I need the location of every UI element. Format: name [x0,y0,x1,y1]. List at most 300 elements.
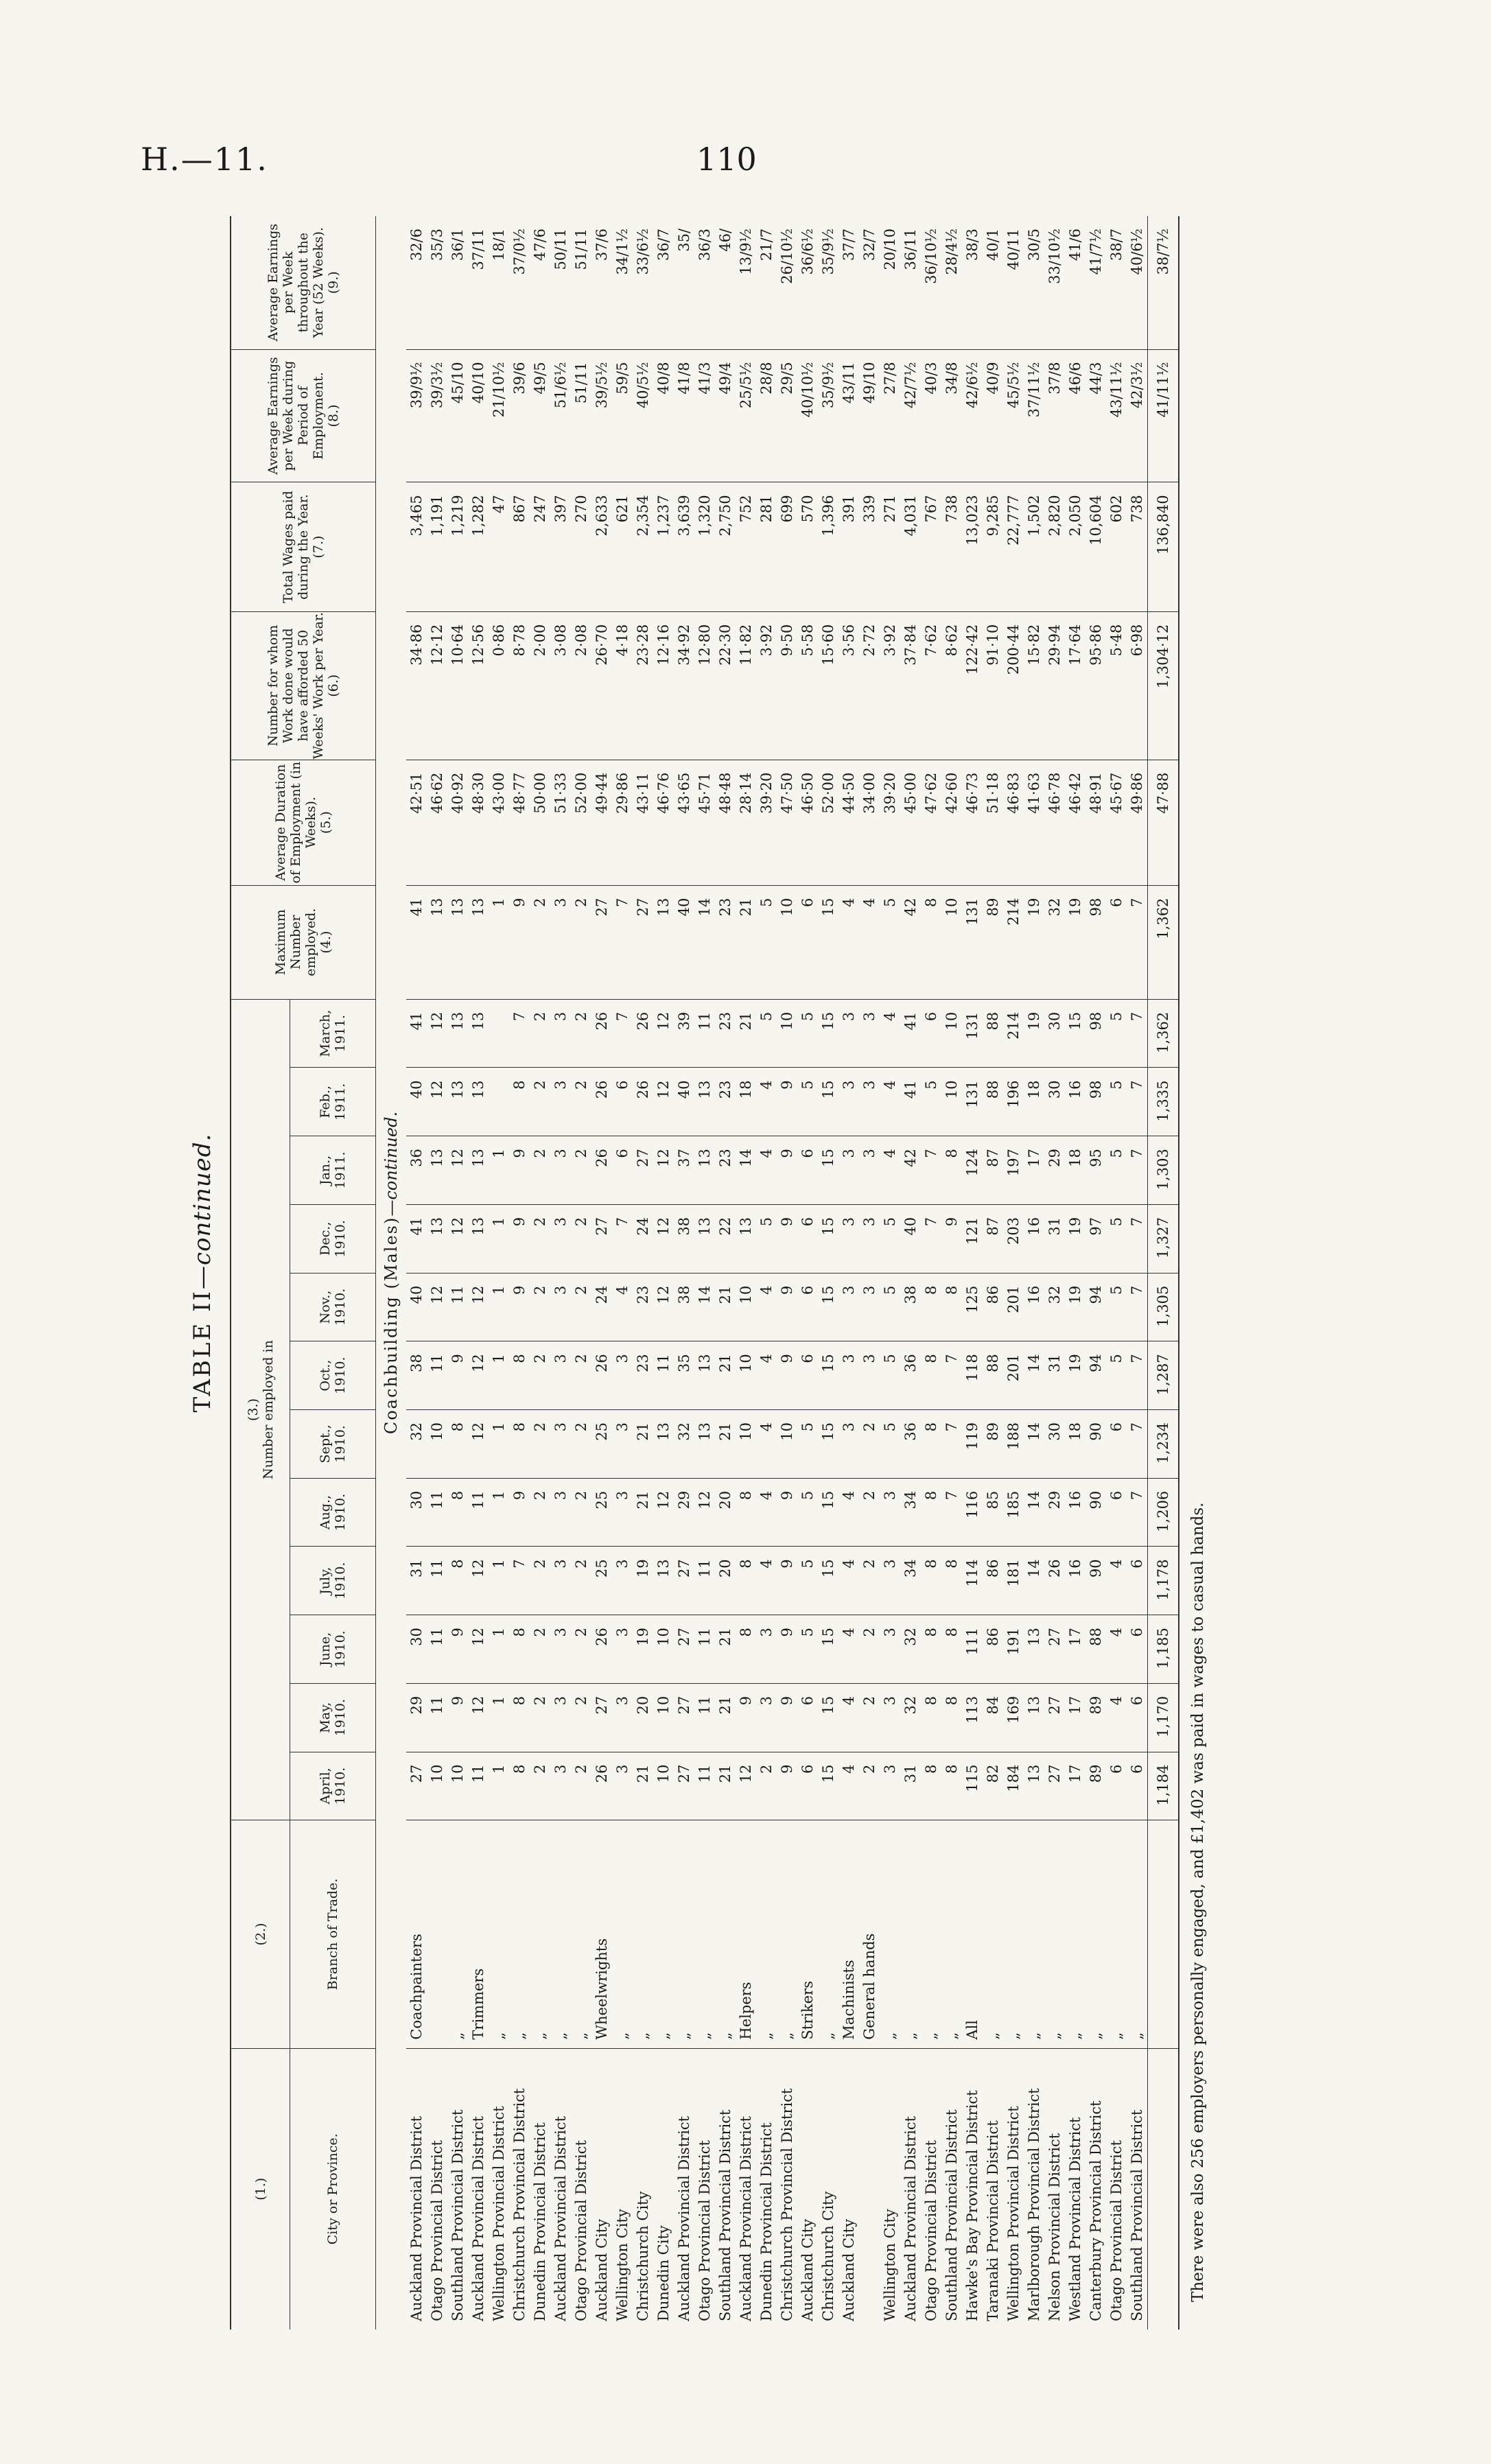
city-cell: Auckland Provincial District [470,2115,486,2321]
month-count-cell: 11 [694,1683,715,1752]
month-count-cell: 11 [427,1547,447,1615]
month-count-cell: 6 [612,1136,633,1205]
month-count-cell: 7 [921,1136,941,1205]
duration-cell: 29·86 [612,760,633,885]
month-count-cell: 26 [633,999,653,1068]
city-cell: Wellington Provincial District [1005,2106,1022,2321]
month-count-cell: 32 [900,1615,921,1684]
month-count-cell: 16 [1065,1068,1085,1136]
city-cell: Auckland Provincial District [902,2115,919,2321]
month-count-cell: 4 [756,1410,777,1479]
fifty-weeks-cell: 12·16 [653,611,674,760]
month-count-cell: 13 [1024,1683,1044,1752]
month-count-cell: 86 [983,1273,1003,1341]
month-count-cell: 4 [880,1068,900,1136]
month-count-cell: 7 [1127,999,1148,1068]
max-cell: 41 [406,885,427,999]
fifty-weeks-cell: 29·94 [1044,611,1065,760]
trade-cell: „ [530,1820,550,2048]
month-count-cell: 10 [736,1410,756,1479]
month-count-cell: 5 [797,1410,818,1479]
statistics-table [230,216,1179,2330]
fifty-weeks-cell: 17·64 [1065,611,1085,760]
month-count-cell: 26 [591,1752,612,1820]
table-row [983,216,1003,2330]
month-count-cell: 13 [468,1068,489,1136]
table-row [797,216,818,2330]
trade-cell: „ [571,1820,591,2048]
wages-cell: 22,777 [1003,482,1024,611]
avg-employment-cell: 37/11½ [1024,349,1044,482]
avg-employment-cell: 45/5½ [1003,349,1024,482]
month-count-cell: 11 [447,1273,468,1341]
avg-employment-cell: 39/5½ [591,349,612,482]
month-header: Aug., 1910. [290,1478,376,1547]
avg-employment-cell: 40/3 [921,349,941,482]
month-count-cell: 7 [921,1204,941,1273]
wages-cell: 738 [1127,482,1148,611]
total-month-cell: 1,184 [1148,1752,1179,1820]
month-count-cell: 12 [468,1547,489,1615]
avg-employment-cell: 42/7½ [900,349,921,482]
month-count-cell: 7 [1127,1273,1148,1341]
month-count-cell: 3 [550,1683,571,1752]
month-count-cell: 7 [1127,1204,1148,1273]
trade-cell [427,1820,447,2048]
duration-cell: 40·92 [447,760,468,885]
month-count-cell: 31 [900,1752,921,1820]
fifty-weeks-cell: 22·30 [715,611,736,760]
duration-cell: 44·50 [838,760,859,885]
month-count-cell: 9 [736,1683,756,1752]
month-count-cell: 32 [1044,1273,1065,1341]
month-count-cell: 6 [1127,1615,1148,1684]
duration-cell: 39·20 [756,760,777,885]
month-count-cell: 5 [1106,1341,1127,1410]
month-count-cell: 1 [489,1547,509,1615]
month-count-cell: 3 [838,1204,859,1273]
fifty-weeks-cell: 91·10 [983,611,1003,760]
month-count-cell: 87 [983,1136,1003,1205]
max-cell: 6 [1106,885,1127,999]
month-count-cell [489,1068,509,1136]
fifty-weeks-cell: 5·48 [1106,611,1127,760]
colnum-8: (8.) [326,404,341,427]
month-count-cell: 19 [1065,1204,1085,1273]
month-count-cell: 12 [653,1136,674,1205]
month-count-cell: 8 [509,1410,530,1479]
month-count-cell: 11 [427,1478,447,1547]
fifty-weeks-cell: 15·60 [818,611,838,760]
month-count-cell: 9 [777,1136,797,1205]
month-count-cell: 27 [674,1752,694,1820]
month-count-cell: 15 [818,1615,838,1684]
avg-year-cell: 46/ [715,216,736,349]
wages-cell: 47 [489,482,509,611]
month-count-cell: 26 [591,1341,612,1410]
trade-cell: Helpers [736,1820,756,2048]
month-count-cell: 3 [756,1615,777,1684]
avg-employment-cell: 34/8 [941,349,962,482]
month-count-cell: 3 [550,999,571,1068]
avg-employment-cell: 25/5½ [736,349,756,482]
max-cell: 42 [900,885,921,999]
month-header: Dec., 1910. [290,1204,376,1273]
month-count-cell: 2 [571,1204,591,1273]
month-count-cell: 3 [880,1547,900,1615]
city-cell: Southland Provincial District [717,2109,733,2321]
max-cell: 13 [468,885,489,999]
month-count-cell: 124 [962,1136,983,1205]
avg-year-cell: 41/7½ [1085,216,1106,349]
max-cell: 5 [880,885,900,999]
month-count-cell: 9 [447,1341,468,1410]
month-count-cell: 23 [715,999,736,1068]
month-count-cell: 15 [818,1410,838,1479]
month-count-cell: 169 [1003,1683,1024,1752]
month-count-cell: 9 [777,1752,797,1820]
month-count-cell: 8 [447,1410,468,1479]
max-cell: 15 [818,885,838,999]
month-count-cell: 8 [921,1478,941,1547]
month-count-cell: 21 [715,1341,736,1410]
month-count-cell: 2 [756,1752,777,1820]
wages-cell: 2,633 [591,482,612,611]
month-count-cell: 12 [468,1615,489,1684]
month-count-cell: 3 [859,1068,880,1136]
trade-cell: „ [1085,1820,1106,2048]
month-count-cell: 27 [674,1683,694,1752]
duration-cell: 52·00 [818,760,838,885]
month-count-cell: 27 [633,1136,653,1205]
month-count-cell: 4 [1106,1547,1127,1615]
month-count-cell: 32 [674,1410,694,1479]
fifty-weeks-header: Number for whom Work done would have afforded 50 Weeks' Work per Year. (6.) [231,611,376,760]
city-cell: Otago Provincial District [573,2140,589,2321]
month-count-cell: 7 [612,999,633,1068]
month-count-cell: 3 [838,1273,859,1341]
table-row [941,216,962,2330]
month-count-cell: 3 [550,1068,571,1136]
avg-employment-cell: 49/5 [530,349,550,482]
duration-cell: 49·44 [591,760,612,885]
month-count-cell: 116 [962,1478,983,1547]
max-cell: 214 [1003,885,1024,999]
month-count-cell: 12 [427,1273,447,1341]
month-count-cell: 13 [653,1547,674,1615]
month-count-cell: 11 [468,1478,489,1547]
table-header [231,216,376,2330]
month-count-cell: 13 [694,1136,715,1205]
avg-employment-cell: 45/10 [447,349,468,482]
month-count-cell: 26 [1044,1547,1065,1615]
avg-employment-cell: 43/11 [838,349,859,482]
wages-cell: 2,750 [715,482,736,611]
month-count-cell: 5 [756,999,777,1068]
table-row [468,216,489,2330]
month-count-cell: 5 [1106,1204,1127,1273]
month-count-cell: 10 [941,999,962,1068]
wages-cell: 2,820 [1044,482,1065,611]
month-count-cell: 10 [777,999,797,1068]
month-count-cell: 1 [489,1615,509,1684]
duration-cell: 48·48 [715,760,736,885]
month-header: Oct., 1910. [290,1341,376,1410]
month-count-cell: 13 [447,1068,468,1136]
avg-year-cell: 33/10½ [1044,216,1065,349]
fifty-weeks-cell: 200·44 [1003,611,1024,760]
fifty-weeks-cell: 6·98 [1127,611,1148,760]
duration-cell: 43·00 [489,760,509,885]
month-count-cell: 8 [921,1683,941,1752]
fifty-weeks-cell: 3·56 [838,611,859,760]
month-count-cell: 11 [427,1615,447,1684]
total-avg-employment-cell: 41/11½ [1148,349,1179,482]
month-count-cell: 15 [818,1068,838,1136]
avg-year-cell: 36/1 [447,216,468,349]
month-count-cell: 12 [653,1068,674,1136]
month-count-cell: 24 [591,1273,612,1341]
trade-cell: „ [1003,1820,1024,2048]
duration-cell: 46·83 [1003,760,1024,885]
max-cell: 27 [633,885,653,999]
month-count-cell: 14 [1024,1547,1044,1615]
month-count-cell: 30 [1044,999,1065,1068]
month-count-cell: 4 [838,1478,859,1547]
duration-cell: 45·71 [694,760,715,885]
month-header: Nov., 1910. [290,1273,376,1341]
duration-cell: 47·50 [777,760,797,885]
month-count-cell: 85 [983,1478,1003,1547]
month-count-cell: 2 [571,1615,591,1684]
month-count-cell: 7 [1127,1341,1148,1410]
trade-cell: „ [633,1820,653,2048]
avg-employment-header: Average Earnings per Week during Period of Employment. (8.) [231,349,376,482]
fifty-weeks-cell: 0·86 [489,611,509,760]
month-count-cell: 1 [489,1478,509,1547]
table-row [530,216,550,2330]
avg-year-cell: 21/7 [756,216,777,349]
month-count-cell: 21 [715,1683,736,1752]
month-count-cell: 26 [591,1615,612,1684]
month-count-cell: 3 [550,1341,571,1410]
month-count-cell: 89 [983,1410,1003,1479]
month-count-cell: 27 [674,1615,694,1684]
month-count-cell: 5 [756,1204,777,1273]
month-count-cell: 7 [941,1478,962,1547]
table-row [612,216,633,2330]
month-header: April, 1910. [290,1752,376,1820]
month-count-cell: 2 [859,1410,880,1479]
avg-employment-cell: 59/5 [612,349,633,482]
trade-cell: „ [1065,1820,1085,2048]
month-count-cell: 3 [756,1683,777,1752]
duration-cell: 48·30 [468,760,489,885]
month-count-cell: 6 [797,1136,818,1205]
month-count-cell: 20 [633,1683,653,1752]
month-count-cell: 17 [1065,1752,1085,1820]
month-count-cell: 23 [715,1068,736,1136]
month-count-cell: 35 [674,1341,694,1410]
month-count-cell: 12 [427,1068,447,1136]
month-count-cell: 3 [859,1273,880,1341]
fifty-weeks-cell: 34·92 [674,611,694,760]
month-count-cell: 21 [633,1752,653,1820]
table-row [880,216,900,2330]
avg-year-cell: 37/0½ [509,216,530,349]
employed-header [231,999,290,1820]
trade-cell: „ [1044,1820,1065,2048]
trade-cell: „ [1127,1820,1148,2048]
colnum-9: (9.) [326,271,341,294]
month-count-cell: 114 [962,1547,983,1615]
table-row [1085,216,1106,2330]
total-month-cell: 1,303 [1148,1136,1179,1205]
duration-cell: 46·50 [797,760,818,885]
avg-employment-cell: 39/3½ [427,349,447,482]
month-count-cell: 12 [653,1204,674,1273]
month-count-cell: 21 [715,1752,736,1820]
month-count-cell: 4 [756,1068,777,1136]
trade-cell: „ [880,1820,900,2048]
table-row [756,216,777,2330]
city-cell: Taranaki Provincial District [985,2120,1001,2321]
month-count-cell: 201 [1003,1341,1024,1410]
month-count-cell: 19 [1065,1341,1085,1410]
table-row [1106,216,1127,2330]
month-count-cell: 4 [756,1273,777,1341]
month-count-cell: 185 [1003,1478,1024,1547]
month-count-cell: 27 [591,1204,612,1273]
avg-year-cell: 51/11 [571,216,591,349]
total-wages-cell: 136,840 [1148,482,1179,611]
month-count-cell: 13 [694,1068,715,1136]
month-count-cell: 6 [1106,1752,1127,1820]
month-count-cell: 88 [1085,1615,1106,1684]
total-month-cell: 1,327 [1148,1204,1179,1273]
avg-employment-cell: 51/11 [571,349,591,482]
month-count-cell: 118 [962,1341,983,1410]
table-row [674,216,694,2330]
month-count-cell: 15 [1065,999,1085,1068]
month-count-cell: 13 [1024,1752,1044,1820]
month-count-cell: 32 [406,1410,427,1479]
table-row [736,216,756,2330]
month-count-cell: 3 [550,1136,571,1205]
month-count-cell: 3 [550,1547,571,1615]
table-title-main: TABLE II [189,1289,216,1413]
month-count-cell: 41 [406,1204,427,1273]
max-cell: 21 [736,885,756,999]
city-cell: Otago Provincial District [696,2140,713,2321]
month-count-cell: 15 [818,1341,838,1410]
avg-year-cell: 35/9½ [818,216,838,349]
month-count-cell: 20 [715,1478,736,1547]
avg-employment-cell: 49/10 [859,349,880,482]
month-count-cell: 10 [653,1615,674,1684]
table-row [406,216,427,2330]
month-count-cell: 40 [406,1068,427,1136]
month-count-cell: 7 [1127,1478,1148,1547]
avg-year-cell: 37/7 [838,216,859,349]
trade-cell: Machinists [838,1820,859,2048]
wages-cell: 602 [1106,482,1127,611]
month-count-cell: 11 [468,1752,489,1820]
max-cell: 19 [1065,885,1085,999]
month-count-cell: 2 [859,1547,880,1615]
month-count-cell: 10 [777,1410,797,1479]
month-count-cell: 5 [797,1547,818,1615]
wages-cell: 1,320 [694,482,715,611]
trade-cell: „ [921,1820,941,2048]
blank-cell [1148,1820,1179,2048]
month-count-cell: 14 [1024,1341,1044,1410]
fifty-weeks-cell: 4·18 [612,611,633,760]
month-count-cell: 30 [1044,1068,1065,1136]
month-count-cell: 11 [653,1341,674,1410]
total-fifty-weeks-cell: 1,304·12 [1148,611,1179,760]
month-count-cell: 19 [633,1547,653,1615]
max-cell: 7 [612,885,633,999]
max-cell: 131 [962,885,983,999]
month-count-cell: 13 [736,1204,756,1273]
max-cell: 5 [756,885,777,999]
month-count-cell: 8 [921,1547,941,1615]
max-cell: 98 [1085,885,1106,999]
avg-employment-cell: 40/9 [983,349,1003,482]
month-count-cell: 4 [838,1752,859,1820]
month-count-cell: 6 [797,1752,818,1820]
max-cell: 40 [674,885,694,999]
wages-cell: 4,031 [900,482,921,611]
month-count-cell: 13 [468,999,489,1068]
month-count-cell: 9 [509,1478,530,1547]
city-cell: Wellington City [882,2209,898,2321]
max-cell: 4 [838,885,859,999]
month-count-cell: 125 [962,1273,983,1341]
month-count-cell: 11 [694,1615,715,1684]
total-month-cell: 1,287 [1148,1341,1179,1410]
city-cell: Auckland City [799,2218,816,2321]
month-count-cell: 197 [1003,1136,1024,1205]
month-count-cell: 19 [633,1615,653,1684]
month-count-cell: 89 [1085,1683,1106,1752]
month-count-cell: 88 [983,999,1003,1068]
colnum-6: (6.) [326,674,341,697]
duration-header: Average Duration of Employment (in Weeks). (5.) [231,760,376,885]
avg-year-cell: 34/1½ [612,216,633,349]
month-count-cell: 95 [1085,1136,1106,1205]
avg-year-cell: 32/7 [859,216,880,349]
trade-cell: „ [900,1820,921,2048]
city-cell: Westland Provincial District [1067,2117,1083,2321]
month-count-cell: 188 [1003,1410,1024,1479]
avg-employment-cell: 35/9½ [818,349,838,482]
avg-employment-cell: 39/6 [509,349,530,482]
month-count-cell: 18 [1024,1068,1044,1136]
month-count-cell: 38 [406,1341,427,1410]
month-count-cell: 2 [859,1683,880,1752]
month-count-cell: 2 [859,1615,880,1684]
month-count-cell: 11 [427,1683,447,1752]
avg-year-cell: 36/11 [900,216,921,349]
month-count-cell: 7 [612,1204,633,1273]
page-number: 110 [696,141,757,178]
month-count-cell: 3 [838,1068,859,1136]
month-count-cell: 18 [736,1068,756,1136]
trade-cell: General hands [859,1820,880,2048]
month-count-cell: 6 [797,1683,818,1752]
